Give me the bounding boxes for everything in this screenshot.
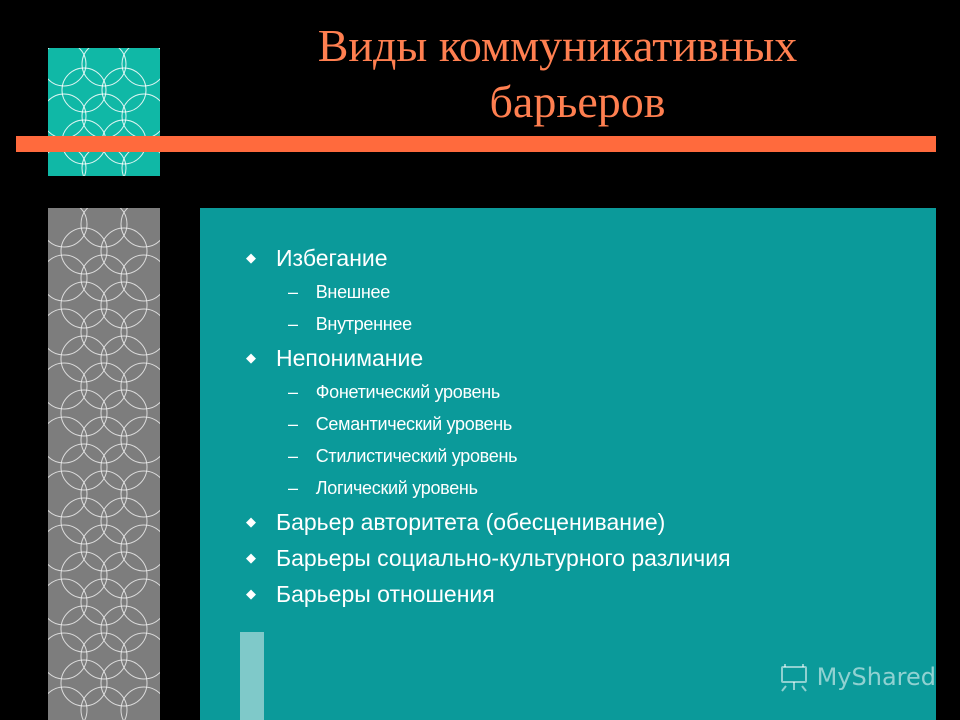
title-underline-bar: [16, 136, 936, 152]
diamond-bullet-icon: ◆: [246, 514, 256, 529]
sub-bullet-label: Стилистический уровень: [315, 445, 518, 466]
bullet-item-label: Барьер авторитета (обесценивание): [276, 508, 666, 535]
sub-bullet-item: [288, 308, 926, 340]
bullet-list: [246, 240, 926, 612]
sub-bullet-item: [288, 408, 926, 440]
accent-strip: [240, 632, 264, 720]
title-line-2: барьеров: [489, 76, 666, 127]
dash-icon: –: [288, 477, 298, 498]
bullet-item-label: Избегание: [276, 244, 388, 271]
dash-icon: –: [288, 313, 298, 334]
dash-icon: –: [288, 445, 298, 466]
bullet-item-label: Барьеры отношения: [276, 580, 495, 607]
bullet-item-label: Барьеры социально-культурного различия: [276, 544, 731, 571]
sub-bullet-label: Внешнее: [315, 281, 390, 302]
sub-bullet-label: Семантический уровень: [315, 413, 512, 434]
diamond-bullet-icon: ◆: [246, 586, 256, 601]
diamond-bullet-icon: ◆: [246, 550, 256, 565]
presentation-board-icon: [777, 662, 811, 692]
sub-bullet-item: [288, 440, 926, 472]
sub-bullet-label: Внутреннее: [315, 313, 412, 334]
slide-title: [0, 18, 960, 130]
bullet-item-misunderstanding: [246, 340, 926, 376]
title-line-1: Виды коммуникативных: [317, 20, 798, 71]
sub-bullet-label: Логический уровень: [315, 477, 478, 498]
bullet-item-avoidance: [246, 240, 926, 276]
dash-icon: –: [288, 381, 298, 402]
bullet-item-relationship-barriers: [246, 576, 926, 612]
sub-bullet-item: [288, 276, 926, 308]
sub-bullet-item: [288, 376, 926, 408]
dash-icon: –: [288, 413, 298, 434]
sub-bullet-item: [288, 472, 926, 504]
bullet-item-sociocultural-barriers: [246, 540, 926, 576]
dash-icon: –: [288, 281, 298, 302]
watermark-label: MyShared: [816, 663, 936, 691]
bullet-item-authority-barrier: [246, 504, 926, 540]
diamond-bullet-icon: ◆: [246, 350, 256, 365]
gray-circle-pattern-column: [48, 208, 160, 720]
bullet-item-label: Непонимание: [276, 344, 424, 371]
diamond-bullet-icon: ◆: [246, 250, 256, 265]
watermark: [777, 662, 936, 692]
sub-bullet-label: Фонетический уровень: [315, 381, 500, 402]
